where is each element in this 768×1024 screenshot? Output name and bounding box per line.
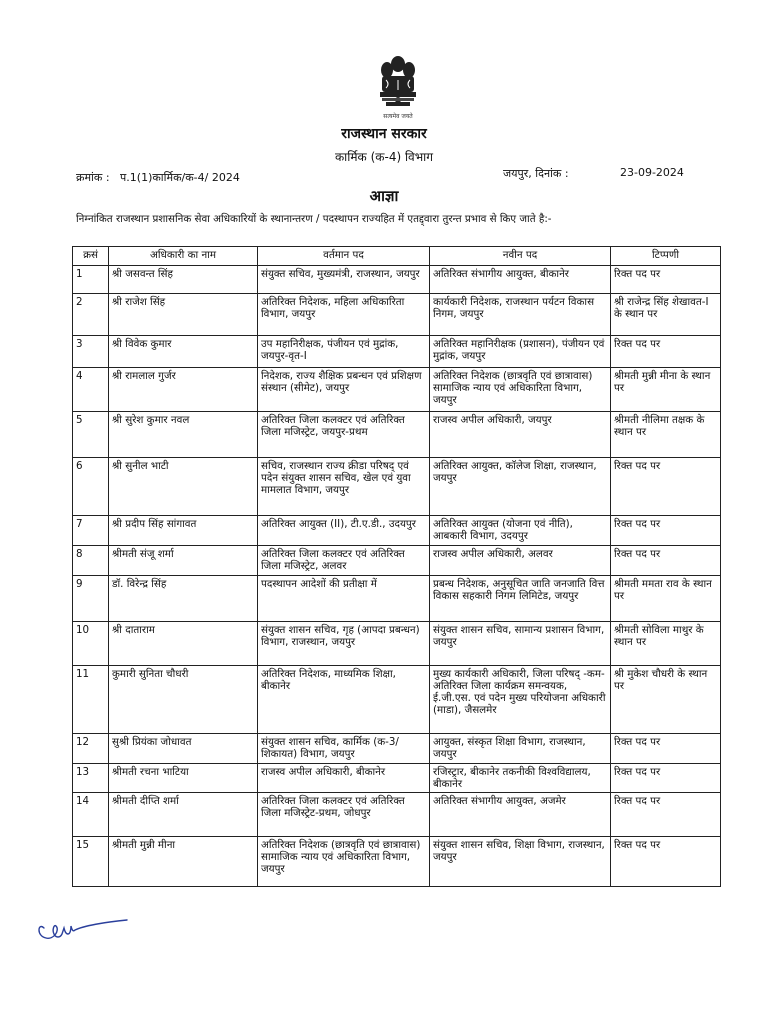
cell-sno: 4 [73, 368, 109, 412]
cell-new-post: अतिरिक्त निदेशक (छात्रवृति एवं छात्रावास) सामाजिक न्याय एवं अधिकारिता विभाग, जयपुर [430, 368, 611, 412]
column-header-sno: क्रसं [73, 247, 109, 266]
column-header-remark: टिप्पणी [611, 247, 721, 266]
table-row [73, 576, 721, 622]
order-number-value: प.1(1)कार्मिक/क-4/ 2024 [120, 171, 240, 184]
cell-official-name: श्री सुनील भाटी [109, 458, 258, 516]
cell-remark: रिक्त पद पर [611, 266, 721, 294]
cell-remark: श्रीमती ममता राव के स्थान पर [611, 576, 721, 622]
cell-current-post: संयुक्त शासन सचिव, गृह (आपदा प्रबन्धन) विभाग, राजस्थान, जयपुर [258, 622, 430, 666]
cell-new-post: अतिरिक्त संभागीय आयुक्त, अजमेर [430, 793, 611, 837]
cell-official-name: श्री दाताराम [109, 622, 258, 666]
cell-new-post: कार्यकारी निदेशक, राजस्थान पर्यटन विकास निगम, जयपुर [430, 294, 611, 336]
cell-current-post: अतिरिक्त निदेशक, महिला अधिकारिता विभाग, जयपुर [258, 294, 430, 336]
column-header-name: अधिकारी का नाम [109, 247, 258, 266]
cell-current-post: अतिरिक्त निदेशक, माध्यमिक शिक्षा, बीकानेर [258, 666, 430, 734]
cell-sno: 3 [73, 336, 109, 368]
cell-new-post: अतिरिक्त संभागीय आयुक्त, बीकानेर [430, 266, 611, 294]
transfer-table [72, 246, 721, 887]
place-label: जयपुर, दिनांक : [503, 167, 569, 180]
cell-new-post: अतिरिक्त आयुक्त (योजना एवं नीति), आबकारी विभाग, उदयपुर [430, 516, 611, 546]
table-row [73, 734, 721, 764]
cell-sno: 1 [73, 266, 109, 294]
intro-text: निम्नांकित राजस्थान प्रशासनिक सेवा अधिकारियों के स्थानान्तरण / पदस्थापन राज्यहित में एतद्द्वारा तुरन्त प्रभाव से किए जाते है:- [76, 213, 552, 225]
cell-sno: 14 [73, 793, 109, 837]
cell-remark: रिक्त पद पर [611, 336, 721, 368]
cell-current-post: अतिरिक्त निदेशक (छात्रवृति एवं छात्रावास) सामाजिक न्याय एवं अधिकारिता विभाग, जयपुर [258, 837, 430, 887]
table-row [73, 764, 721, 793]
cell-new-post: अतिरिक्त आयुक्त, कॉलेज शिक्षा, राजस्थान, जयपुर [430, 458, 611, 516]
table-row [73, 294, 721, 336]
cell-remark: श्रीमती मुन्नी मीना के स्थान पर [611, 368, 721, 412]
order-heading: आज्ञा [369, 187, 399, 205]
cell-current-post: अतिरिक्त जिला कलक्टर एवं अतिरिक्त जिला मजिस्ट्रेट-प्रथम, जोधपुर [258, 793, 430, 837]
cell-sno: 11 [73, 666, 109, 734]
cell-remark: रिक्त पद पर [611, 546, 721, 576]
cell-sno: 13 [73, 764, 109, 793]
table-row [73, 412, 721, 458]
cell-sno: 12 [73, 734, 109, 764]
cell-new-post: संयुक्त शासन सचिव, सामान्य प्रशासन विभाग, जयपुर [430, 622, 611, 666]
cell-new-post: अतिरिक्त महानिरीक्षक (प्रशासन), पंजीयन एवं मुद्रांक, जयपुर [430, 336, 611, 368]
column-header-new-post: नवीन पद [430, 247, 611, 266]
table-header-row [73, 247, 721, 266]
cell-new-post: राजस्व अपील अधिकारी, अलवर [430, 546, 611, 576]
cell-sno: 15 [73, 837, 109, 887]
cell-current-post: अतिरिक्त जिला कलक्टर एवं अतिरिक्त जिला मजिस्ट्रेट, जयपुर-प्रथम [258, 412, 430, 458]
cell-official-name: श्रीमती मुन्नी मीना [109, 837, 258, 887]
cell-current-post: सचिव, राजस्थान राज्य क्रीडा परिषद् एवं पदेन संयुक्त शासन सचिव, खेल एवं युवा मामलात विभाग, जयपुर [258, 458, 430, 516]
cell-sno: 6 [73, 458, 109, 516]
cell-current-post: संयुक्त शासन सचिव, कार्मिक (क-3/शिकायत) विभाग, जयपुर [258, 734, 430, 764]
cell-remark: श्री राजेन्द्र सिंह शेखावत-I के स्थान पर [611, 294, 721, 336]
cell-sno: 5 [73, 412, 109, 458]
cell-new-post: आयुक्त, संस्कृत शिक्षा विभाग, राजस्थान, जयपुर [430, 734, 611, 764]
cell-new-post: राजस्व अपील अधिकारी, जयपुर [430, 412, 611, 458]
cell-remark: रिक्त पद पर [611, 458, 721, 516]
cell-current-post: राजस्व अपील अधिकारी, बीकानेर [258, 764, 430, 793]
cell-official-name: श्रीमती दीप्ति शर्मा [109, 793, 258, 837]
cell-official-name: डॉ. विरेन्द्र सिंह [109, 576, 258, 622]
table-row [73, 546, 721, 576]
cell-official-name: श्रीमती रचना भाटिया [109, 764, 258, 793]
cell-remark: श्रीमती सोविला माथुर के स्थान पर [611, 622, 721, 666]
government-title: राजस्थान सरकार [341, 126, 427, 142]
table-row [73, 458, 721, 516]
cell-official-name: श्री रामलाल गुर्जर [109, 368, 258, 412]
cell-remark: रिक्त पद पर [611, 734, 721, 764]
cell-official-name: श्री राजेश सिंह [109, 294, 258, 336]
cell-sno: 9 [73, 576, 109, 622]
order-number [76, 170, 240, 185]
cell-official-name: श्रीमती संजू शर्मा [109, 546, 258, 576]
cell-current-post: पदस्थापन आदेशों की प्रतीक्षा में [258, 576, 430, 622]
order-number-label: क्रमांक : [76, 171, 110, 184]
table-row [73, 837, 721, 887]
cell-new-post: रजिस्ट्रार, बीकानेर तकनीकी विश्वविद्यालय, बीकानेर [430, 764, 611, 793]
cell-remark: श्रीमती नीलिमा तक्षक के स्थान पर [611, 412, 721, 458]
table-row [73, 266, 721, 294]
table-row [73, 666, 721, 734]
cell-current-post: उप महानिरीक्षक, पंजीयन एवं मुद्रांक, जयपुर-वृत-I [258, 336, 430, 368]
cell-new-post: प्रबन्ध निदेशक, अनुसूचित जाति जनजाति वित्त विकास सहकारी निगम लिमिटेड, जयपुर [430, 576, 611, 622]
cell-current-post: अतिरिक्त आयुक्त (II), टी.ए.डी., उदयपुर [258, 516, 430, 546]
cell-official-name: श्री जसवन्त सिंह [109, 266, 258, 294]
column-header-current-post: वर्तमान पद [258, 247, 430, 266]
table-row [73, 622, 721, 666]
cell-remark: रिक्त पद पर [611, 764, 721, 793]
cell-official-name: सुश्री प्रियंका जोधावत [109, 734, 258, 764]
cell-sno: 10 [73, 622, 109, 666]
cell-official-name: कुमारी सुनिता चौधरी [109, 666, 258, 734]
cell-current-post: अतिरिक्त जिला कलक्टर एवं अतिरिक्त जिला मजिस्ट्रेट, अलवर [258, 546, 430, 576]
cell-remark: रिक्त पद पर [611, 516, 721, 546]
cell-new-post: मुख्य कार्यकारी अधिकारी, जिला परिषद् -कम- अतिरिक्त जिला कार्यक्रम समन्वयक, ई.जी.एस. एवं पदेन मुख्य परियोजना अधिकारी (माडा), जैसलमेर [430, 666, 611, 734]
cell-official-name: श्री विवेक कुमार [109, 336, 258, 368]
table-row [73, 336, 721, 368]
table-row [73, 516, 721, 546]
order-date: 23-09-2024 [620, 166, 684, 179]
cell-sno: 8 [73, 546, 109, 576]
table-row [73, 793, 721, 837]
signature-icon [30, 906, 130, 946]
cell-new-post: संयुक्त शासन सचिव, शिक्षा विभाग, राजस्थान, जयपुर [430, 837, 611, 887]
cell-remark: श्री मुकेश चौधरी के स्थान पर [611, 666, 721, 734]
cell-sno: 7 [73, 516, 109, 546]
department-name: कार्मिक (क-4) विभाग [334, 150, 434, 164]
cell-official-name: श्री सुरेश कुमार नवल [109, 412, 258, 458]
cell-remark: रिक्त पद पर [611, 837, 721, 887]
cell-current-post: संयुक्त सचिव, मुख्यमंत्री, राजस्थान, जयपुर [258, 266, 430, 294]
cell-official-name: श्री प्रदीप सिंह सांगावत [109, 516, 258, 546]
cell-sno: 2 [73, 294, 109, 336]
cell-current-post: निदेशक, राज्य शैक्षिक प्रबन्धन एवं प्रशिक्षण संस्थान (सीमेट), जयपुर [258, 368, 430, 412]
table-row [73, 368, 721, 412]
cell-remark: रिक्त पद पर [611, 793, 721, 837]
emblem-caption: सत्यमेव जयते [383, 113, 413, 120]
